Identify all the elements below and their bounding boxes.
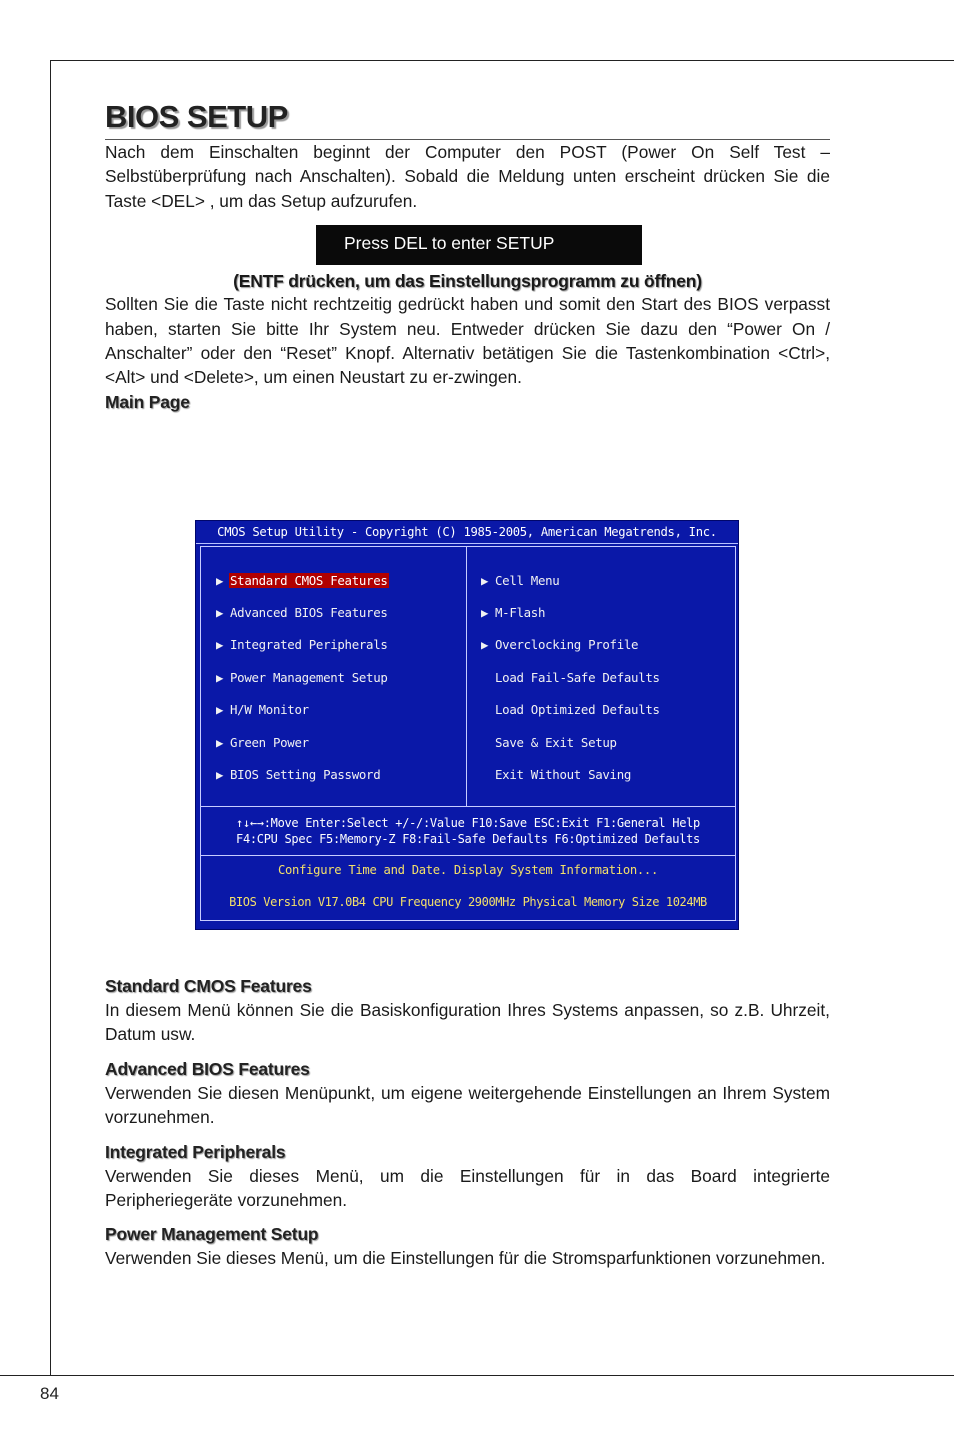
bios-main-box — [200, 546, 736, 921]
bios-menu-hw-monitor[interactable] — [216, 702, 310, 718]
page-number: 84 — [40, 1384, 59, 1403]
triangle-right-icon: ▶ — [216, 637, 224, 652]
bios-title-bar: CMOS Setup Utility - Copyright (C) 1985-2005, American Megatrends, Inc. — [196, 521, 738, 544]
menu-descriptions — [105, 974, 830, 1281]
bios-menu-label: M-Flash — [495, 605, 546, 620]
triangle-right-icon: ▶ — [216, 767, 224, 782]
bios-menu-label: Advanced BIOS Features — [230, 605, 388, 620]
bios-menu-m-flash[interactable] — [481, 605, 546, 621]
section-text: In diesem Menü können Sie die Basiskonfiguration Ihres Systems anpassen, so z.B. Uhrzeit, Datum usw. — [105, 1000, 830, 1045]
page-title: BIOS SETUP — [105, 99, 288, 134]
section-standard-cmos — [105, 974, 830, 1047]
bios-menu-label: H/W Monitor — [230, 702, 309, 717]
triangle-right-icon: ▶ — [216, 670, 224, 685]
section-text: Verwenden Sie dieses Menü, um die Einstellungen für in das Board integrierte Peripheriegeräte vorzunehmen. — [105, 1165, 830, 1211]
intro-paragraph: Nach dem Einschalten beginnt der Computer den POST (Power On Self Test – Selbstüberprüfung nach Anschalten). Sobald die Meldung unten erscheint drücken Sie die Taste <DEL> , um das Setup aufzurufen. — [105, 142, 830, 211]
bios-menu-label: Standard CMOS Features — [230, 573, 388, 588]
bios-help-text: Configure Time and Date. Display System Information... — [277, 863, 659, 877]
triangle-right-icon: ▶ — [481, 605, 489, 620]
bios-keys-line-1: ↑↓←→:Move Enter:Select +/-/:Value F10:Save ESC:Exit F1:General Help — [236, 816, 700, 830]
intro-section — [105, 98, 830, 414]
section-heading: Standard CMOS Features — [105, 976, 312, 996]
triangle-right-icon: ▶ — [216, 573, 224, 588]
section-integrated-peripherals — [105, 1140, 830, 1213]
press-del-box: Press DEL to enter SETUP — [316, 225, 642, 265]
bios-menu-label: Power Management Setup — [230, 670, 388, 685]
section-text: Verwenden Sie diesen Menüpunkt, um eigene weitergehende Einstellungen an Ihrem System vorzunehmen. — [105, 1082, 830, 1128]
bios-menu-overclocking-profile[interactable] — [481, 637, 639, 653]
bios-menu-label: Cell Menu — [495, 573, 560, 588]
section-heading: Integrated Peripherals — [105, 1141, 286, 1162]
frame-left-rule — [50, 60, 51, 1376]
triangle-right-icon: ▶ — [481, 637, 489, 652]
bios-menu-load-optimized[interactable] — [481, 702, 661, 718]
section-heading: Power Management Setup — [105, 1224, 319, 1245]
bios-menu-label: Save & Exit Setup — [495, 735, 617, 750]
bios-menu-power-management[interactable] — [216, 670, 389, 686]
bios-menu-save-exit[interactable] — [481, 735, 618, 751]
section-text: Verwenden Sie dieses Menü, um die Einstellungen für die Stromsparfunktionen vorzunehmen. — [105, 1248, 826, 1269]
bios-menu-label: Load Optimized Defaults — [495, 702, 660, 717]
bios-menu-cell-menu[interactable] — [481, 573, 560, 589]
triangle-right-icon: ▶ — [216, 735, 224, 750]
section-advanced-bios — [105, 1057, 830, 1130]
bios-menu-label: Integrated Peripherals — [230, 637, 388, 652]
bios-menu-exit-without-saving[interactable] — [481, 767, 632, 783]
section-power-management — [105, 1222, 830, 1270]
bios-menu-advanced-bios[interactable] — [216, 605, 389, 621]
bios-keys-line-2: F4:CPU Spec F5:Memory-Z F8:Fail-Safe Defaults F6:Optimized Defaults — [236, 832, 700, 846]
bios-menu-load-failsafe[interactable] — [481, 670, 661, 686]
bios-divider-help — [201, 855, 735, 856]
frame-top-rule — [50, 60, 954, 61]
bios-menu-green-power[interactable] — [216, 735, 310, 751]
bios-menu-setting-password[interactable] — [216, 767, 381, 783]
bios-menu-label: Load Fail-Safe Defaults — [495, 670, 660, 685]
bios-menu-label: Exit Without Saving — [495, 767, 632, 782]
main-page-heading: Main Page — [105, 391, 190, 412]
bios-divider-keys — [201, 806, 735, 807]
frame-bottom-rule — [0, 1375, 954, 1376]
triangle-right-icon: ▶ — [216, 605, 224, 620]
restart-paragraph: Sollten Sie die Taste nicht rechtzeitig gedrückt haben und somit den Start des BIOS verpasst haben, starten Sie bitte Ihr System neu. Entweder drücken Sie dazu den “Power On / Anschalter” oder den “Reset” Knopf. Alternativ betätigen Sie die Tastenkombination <Ctrl>, <Alt> und <Delete>, um einen Neustart zu er-zwingen. — [105, 294, 830, 388]
bios-menu-standard-cmos[interactable] — [216, 573, 389, 589]
del-caption: (ENTF drücken, um das Einstellungsprogramm zu öffnen) — [233, 271, 702, 292]
bios-screenshot — [195, 520, 739, 930]
bios-menu-label: Overclocking Profile — [495, 637, 639, 652]
section-heading: Advanced BIOS Features — [105, 1058, 310, 1079]
triangle-right-icon: ▶ — [481, 573, 489, 588]
bios-version-line: BIOS Version V17.0B4 CPU Frequency 2900MHz Physical Memory Size 1024MB — [229, 895, 707, 909]
bios-column-divider — [466, 547, 467, 806]
bios-menu-integrated-peripherals[interactable] — [216, 637, 389, 653]
bios-menu-label: BIOS Setting Password — [230, 767, 381, 782]
triangle-right-icon: ▶ — [216, 702, 224, 717]
bios-menu-label: Green Power — [230, 735, 309, 750]
